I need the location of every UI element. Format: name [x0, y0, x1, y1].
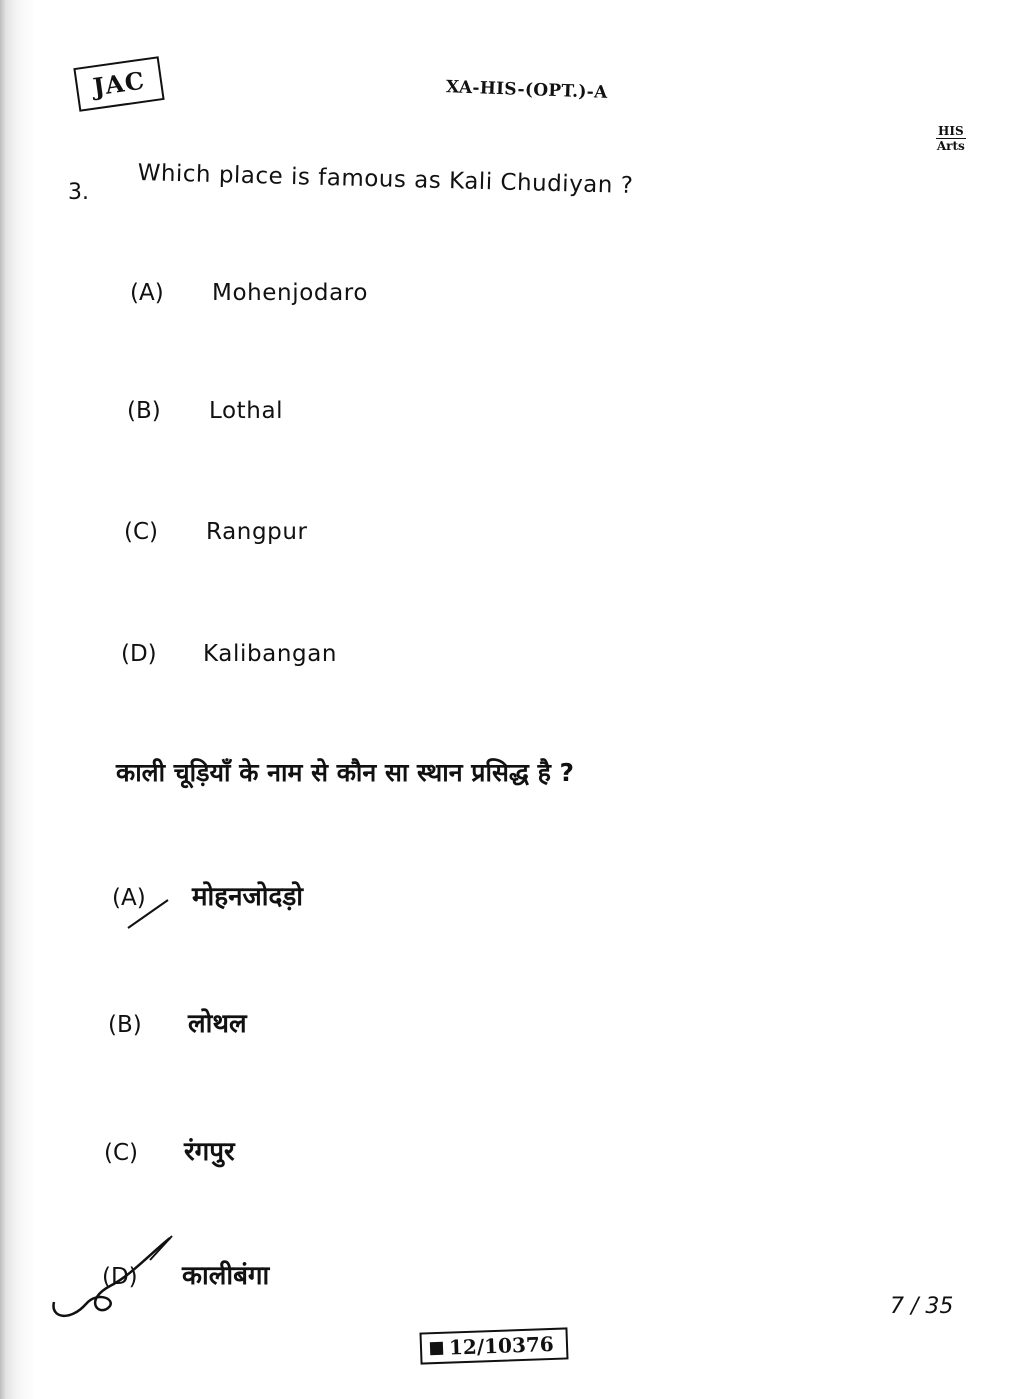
jac-logo: JAC: [73, 56, 164, 112]
serial-number-box: [419, 1327, 568, 1364]
option-text: कालीबंगा: [182, 1261, 270, 1291]
option-label: (A): [130, 280, 164, 306]
option-label: (D): [121, 641, 157, 667]
tick-mark-d: [150, 1236, 172, 1260]
question-text-english: Which place is famous as Kali Chudiyan ?: [137, 160, 634, 199]
tick-mark-a: [128, 900, 168, 928]
option-text: रंगपुर: [184, 1137, 235, 1167]
subject-code: HIS: [938, 124, 964, 138]
option-text: Lothal: [209, 398, 284, 424]
option-text: Rangpur: [206, 519, 308, 545]
option-text: मोहनजोदड़ो: [192, 882, 303, 912]
paper-code: XA-HIS-(OPT.)-A: [445, 77, 608, 103]
question-number: 3.: [68, 180, 89, 205]
subject-stream: Arts: [936, 139, 965, 153]
option-text: Mohenjodaro: [212, 280, 368, 306]
option-label: (A): [112, 885, 146, 911]
answer-scribble-d: [53, 1238, 170, 1316]
option-label: (B): [108, 1012, 142, 1038]
option-text: Kalibangan: [203, 641, 338, 667]
option-label: (C): [104, 1140, 139, 1166]
option-label: (B): [127, 398, 161, 424]
option-label: (C): [124, 519, 159, 545]
option-label: (D): [102, 1264, 138, 1290]
black-square-icon: [430, 1342, 443, 1355]
question-text-hindi: काली चूड़ियाँ के नाम से कौन सा स्थान प्रसिद्ध है ?: [116, 758, 575, 787]
page-number: 7 / 35: [890, 1294, 954, 1319]
option-text: लोथल: [188, 1009, 247, 1039]
serial-number: 12/10376: [448, 1331, 555, 1360]
